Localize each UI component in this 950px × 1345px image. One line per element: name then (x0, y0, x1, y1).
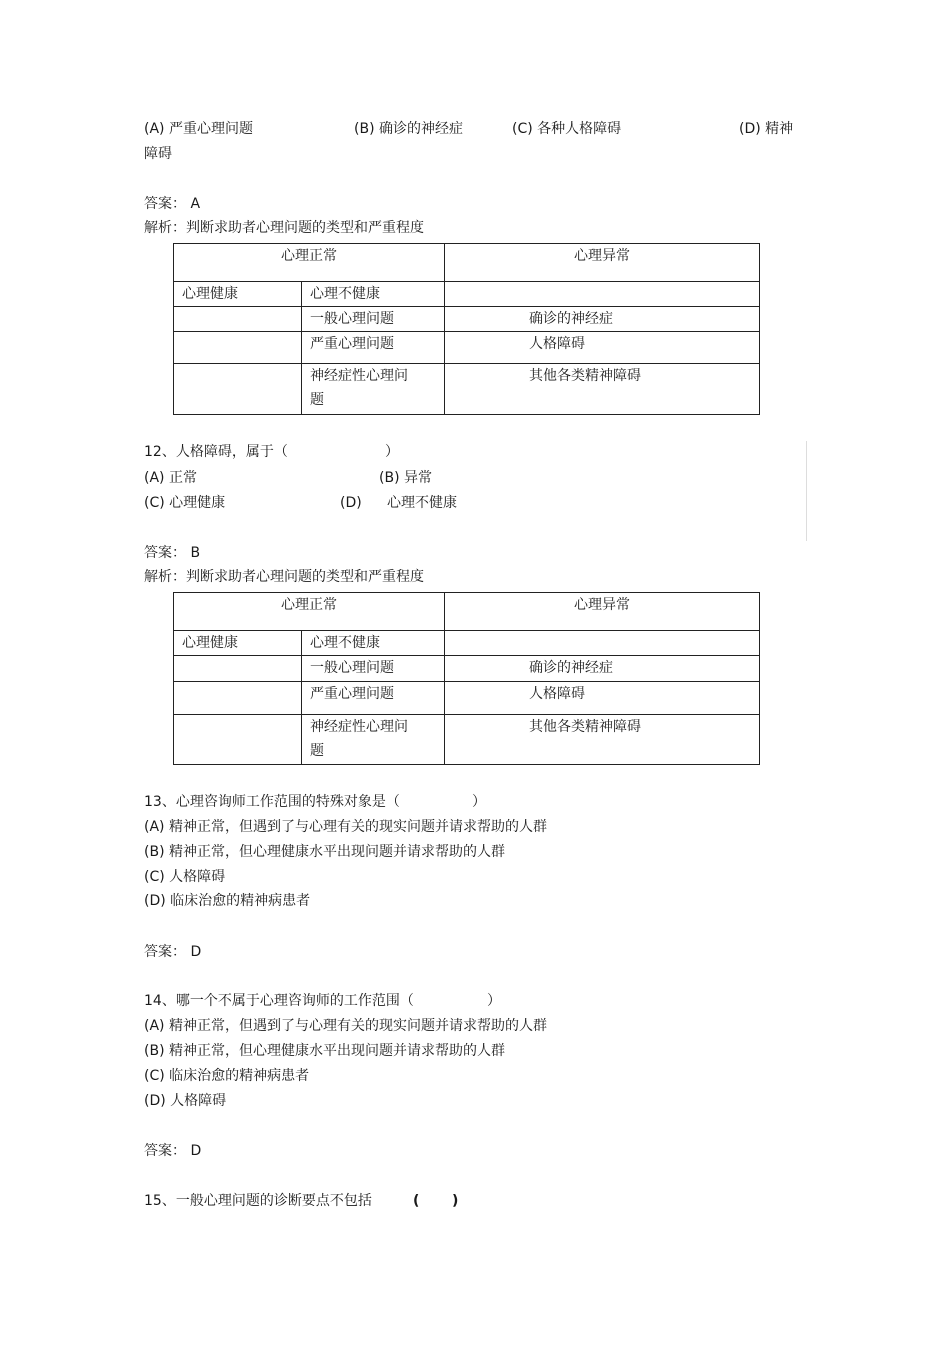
q12-answer: 答案： B (144, 545, 201, 561)
cell-unhealthy: 心理不健康 (302, 631, 445, 656)
q13-answer: 答案： D (144, 944, 202, 960)
q13-option-d: (D) 临床治愈的精神病患者 (144, 893, 311, 909)
q11-answer: 答案： A (144, 196, 201, 212)
cell-personality-disorder: 人格障碍 (445, 682, 760, 715)
q14-close-paren: ） (487, 993, 501, 1009)
q12-title: 12、人格障碍，属于（ (144, 444, 288, 460)
q13-option-b: (B) 精神正常，但心理健康水平出现问题并请求帮助的人群 (144, 844, 505, 860)
cell-empty (445, 282, 760, 307)
q14-option-c: (C) 临床治愈的精神病患者 (144, 1068, 310, 1084)
q11-option-a: (A) 严重心理问题 (144, 121, 253, 137)
cell-general-problem: 一般心理问题 (302, 656, 445, 682)
cell-other-disorders: 其他各类精神障碍 (445, 715, 760, 765)
classification-table-2 (173, 592, 760, 765)
cell-neurosis: 确诊的神经症 (445, 656, 760, 682)
q13-option-a: (A) 精神正常，但遇到了与心理有关的现实问题并请求帮助的人群 (144, 819, 547, 835)
q12-option-c: (C) 心理健康 (144, 495, 226, 511)
q15-title: 15、一般心理问题的诊断要点不包括 (144, 1193, 372, 1209)
cell-empty (445, 631, 760, 656)
q11-option-b: (B) 确诊的神经症 (354, 121, 463, 137)
q12-close-paren: ） (385, 444, 399, 460)
q11-option-d-wrap: 障碍 (144, 146, 172, 162)
margin-line (806, 441, 807, 541)
cell-neurosis: 确诊的神经症 (445, 307, 760, 332)
cell-text-wrap: 题 (310, 392, 324, 408)
cell-neurotic-problem (302, 715, 445, 765)
cell-healthy: 心理健康 (174, 282, 302, 307)
q14-option-b: (B) 精神正常，但心理健康水平出现问题并请求帮助的人群 (144, 1043, 505, 1059)
header-normal: 心理正常 (174, 244, 445, 282)
cell-serious-problem: 严重心理问题 (302, 332, 445, 364)
q15-open-paren: ( (413, 1193, 420, 1209)
cell-empty (174, 307, 302, 332)
q14-title: 14、哪一个不属于心理咨询师的工作范围（ (144, 993, 414, 1009)
q13-close-paren: ） (472, 794, 486, 810)
cell-unhealthy: 心理不健康 (302, 282, 445, 307)
q13-title: 13、心理咨询师工作范围的特殊对象是（ (144, 794, 400, 810)
q14-option-d: (D) 人格障碍 (144, 1093, 227, 1109)
q12-option-d: 心理不健康 (387, 495, 457, 511)
cell-text: 神经症性心理问 (310, 719, 408, 735)
q15-close-paren: ) (452, 1193, 459, 1209)
cell-empty (174, 656, 302, 682)
q12-option-d-label: (D) (340, 495, 362, 511)
q11-option-c: (C) 各种人格障碍 (512, 121, 622, 137)
q11-option-d: (D) 精神 (739, 121, 794, 137)
cell-text: 神经症性心理问 (310, 368, 408, 384)
cell-empty (174, 682, 302, 715)
cell-serious-problem: 严重心理问题 (302, 682, 445, 715)
header-abnormal: 心理异常 (445, 593, 760, 631)
header-normal: 心理正常 (174, 593, 445, 631)
header-abnormal: 心理异常 (445, 244, 760, 282)
cell-personality-disorder: 人格障碍 (445, 332, 760, 364)
q12-analysis: 解析：判断求助者心理问题的类型和严重程度 (144, 569, 424, 585)
q13-option-c: (C) 人格障碍 (144, 869, 226, 885)
q14-option-a: (A) 精神正常，但遇到了与心理有关的现实问题并请求帮助的人群 (144, 1018, 547, 1034)
cell-neurotic-problem (302, 364, 445, 415)
cell-empty (174, 715, 302, 765)
classification-table-1 (173, 243, 760, 415)
q12-option-a: (A) 正常 (144, 470, 197, 486)
q12-option-b: (B) 异常 (379, 470, 432, 486)
q11-analysis: 解析：判断求助者心理问题的类型和严重程度 (144, 220, 424, 236)
cell-empty (174, 332, 302, 364)
cell-text-wrap: 题 (310, 743, 324, 759)
cell-other-disorders: 其他各类精神障碍 (445, 364, 760, 415)
cell-healthy: 心理健康 (174, 631, 302, 656)
cell-empty (174, 364, 302, 415)
q14-answer: 答案： D (144, 1143, 202, 1159)
cell-general-problem: 一般心理问题 (302, 307, 445, 332)
